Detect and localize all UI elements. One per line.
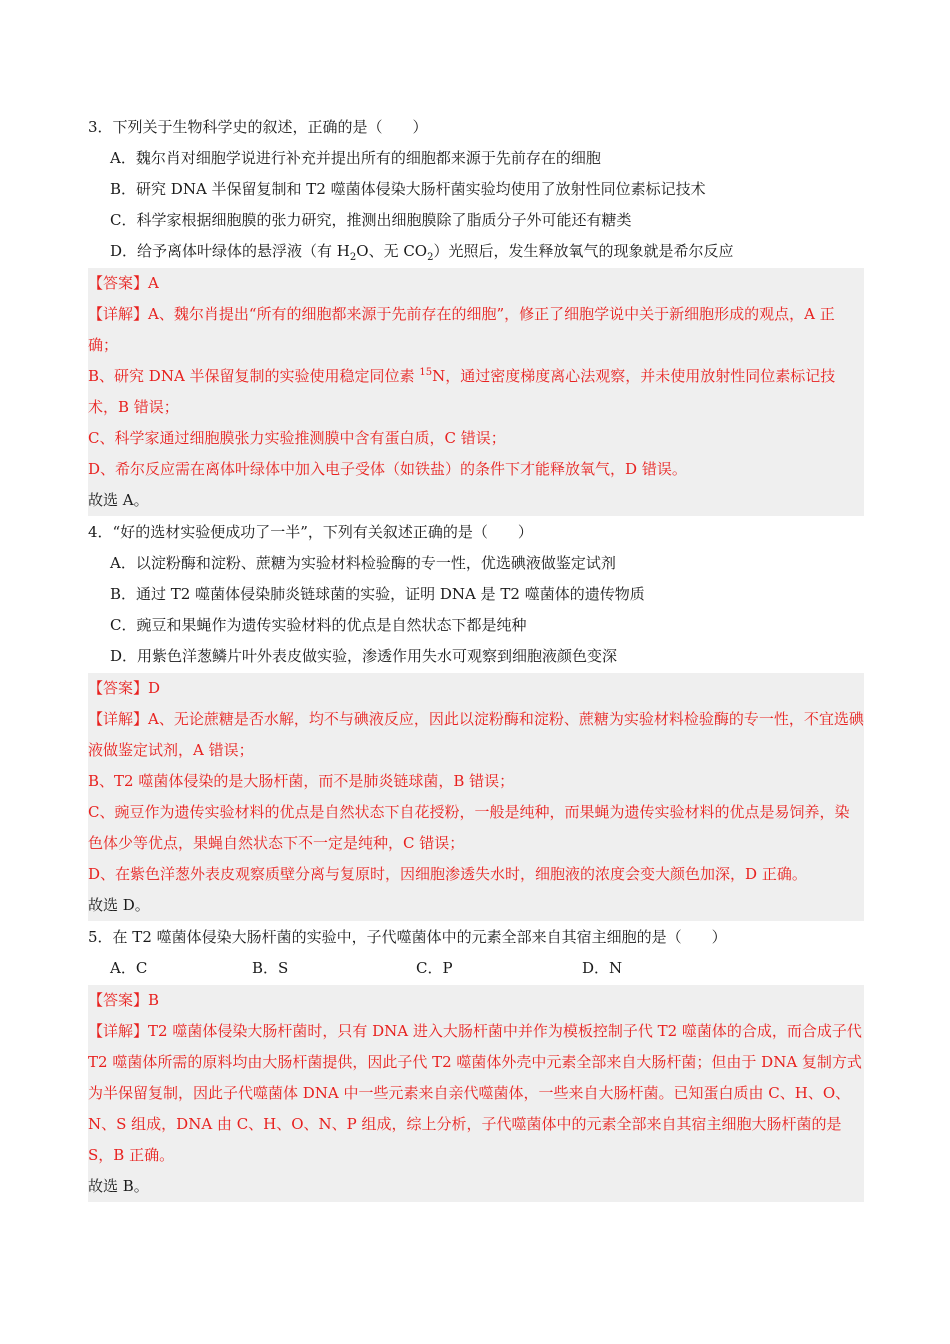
q3-detail-b-sup: 15 [419,367,433,378]
q4-answer: 【答案】D [88,679,161,697]
q3-option-a: A．魏尔肖对细胞学说进行补充并提出所有的细胞都来源于先前存在的细胞 [110,149,601,167]
q3-option-d-sub-2: 2 [427,252,434,263]
q3-option-d [110,236,864,267]
q3-option-b: B．研究 DNA 半保留复制和 T2 噬菌体侵染大肠杆菌实验均使用了放射性同位素标记技术 [110,180,706,198]
q3-detail-b-text-2: N，通过密度梯度离心法观察，并未使用放射性同位素标记技术，B 错误； [88,367,836,416]
q4-option-a: A．以淀粉酶和淀粉、蔗糖为实验材料检验酶的专一性，优选碘液做鉴定试剂 [110,554,616,572]
q4-option-d: D．用紫色洋葱鳞片叶外表皮做实验，渗透作用失水可观察到细胞液颜色变深 [110,647,618,665]
q3-answer-box [88,268,864,516]
q3-detail-d: D、希尔反应需在离体叶绿体中加入电子受体（如铁盐）的条件下才能释放氧气，D 错误。 [88,460,687,478]
q5-detail: 【详解】T2 噬菌体侵染大肠杆菌时，只有 DNA 进入大肠杆菌中并作为模板控制子代 T2 噬菌体的合成，而合成子代 T2 噬菌体所需的原料均由大肠杆菌提供，因此子代 T2 噬菌体外壳中元素全部来自大肠杆菌；但由于 DNA 复制方式为半保留复制，因此子代噬菌体 DNA 中一些元素来自亲代噬菌体，一些来自大肠杆菌。已知蛋白质由 C、H、O、N、S 组成，DNA 由 C、H、O、N、P 组成，综上分析，子代噬菌体中的元素全部来自其宿主细胞大肠杆菌的是 S，B 正确。 [88,1022,862,1164]
q5-answer: 【答案】B [88,991,160,1009]
q4-option-c: C．豌豆和果蝇作为遗传实验材料的优点是自然状态下都是纯种 [110,616,527,634]
q4-final: 故选 D。 [88,896,150,914]
q4-detail-b: B、T2 噬菌体侵染的是大肠杆菌，而不是肺炎链球菌，B 错误； [88,772,515,790]
q5-stem: 5．在 T2 噬菌体侵染大肠杆菌的实验中，子代噬菌体中的元素全部来自其宿主细胞的是（ ） [88,928,727,946]
q3-stem: 3．下列关于生物科学史的叙述，正确的是（ ） [88,118,428,136]
q3-final: 故选 A。 [88,491,149,509]
q5-option-a: A．C [110,959,148,977]
q3-option-c: C．科学家根据细胞膜的张力研究，推测出细胞膜除了脂质分子外可能还有糖类 [110,211,632,229]
q3-option-d-text-3: ）光照后，发生释放氧气的现象就是希尔反应 [433,242,734,260]
q4-detail-c: C、豌豆作为遗传实验材料的优点是自然状态下自花授粉，一般是纯种，而果蝇为遗传实验材料的优点是易饲养，染色体少等优点，果蝇自然状态下不一定是纯种，C 错误； [88,803,850,852]
q5-option-c: C．P [416,959,453,977]
q4-option-b: B．通过 T2 噬菌体侵染肺炎链球菌的实验，证明 DNA 是 T2 噬菌体的遗传物质 [110,585,645,603]
q5-answer-box [88,985,864,1202]
q5-options [110,953,864,984]
q3-detail-c: C、科学家通过细胞膜张力实验推测膜中含有蛋白质，C 错误； [88,429,506,447]
q4-detail-a: 【详解】A、无论蔗糖是否水解，均不与碘液反应，因此以淀粉酶和淀粉、蔗糖为实验材料检验酶的专一性，不宜选碘液做鉴定试剂，A 错误； [88,710,864,759]
q3-option-d-text-1: D．给予离体叶绿体的悬浮液（有 H [110,242,350,260]
q4-detail-d: D、在紫色洋葱外表皮观察质壁分离与复原时，因细胞渗透失水时，细胞液的浓度会变大颜色加深，D 正确。 [88,865,807,883]
q5-option-d: D．N [582,959,623,977]
q5-final: 故选 B。 [88,1177,149,1195]
q4-stem: 4．“好的选材实验便成功了一半”，下列有关叙述正确的是（ ） [88,523,533,541]
q3-option-d-sub-1: 2 [349,252,357,263]
q3-detail-a: 【详解】A、魏尔肖提出“所有的细胞都来源于先前存在的细胞”，修正了细胞学说中关于新细胞形成的观点，A 正确； [88,305,835,354]
q5-option-b: B．S [252,959,289,977]
q3-answer: 【答案】A [88,274,159,292]
q4-answer-box [88,673,864,921]
question-page [88,112,864,1203]
q3-option-d-text-2: O、无 CO [356,242,428,260]
q3-detail-b [88,361,864,423]
q3-detail-b-text-1: B、研究 DNA 半保留复制的实验使用稳定同位素 [88,367,420,385]
